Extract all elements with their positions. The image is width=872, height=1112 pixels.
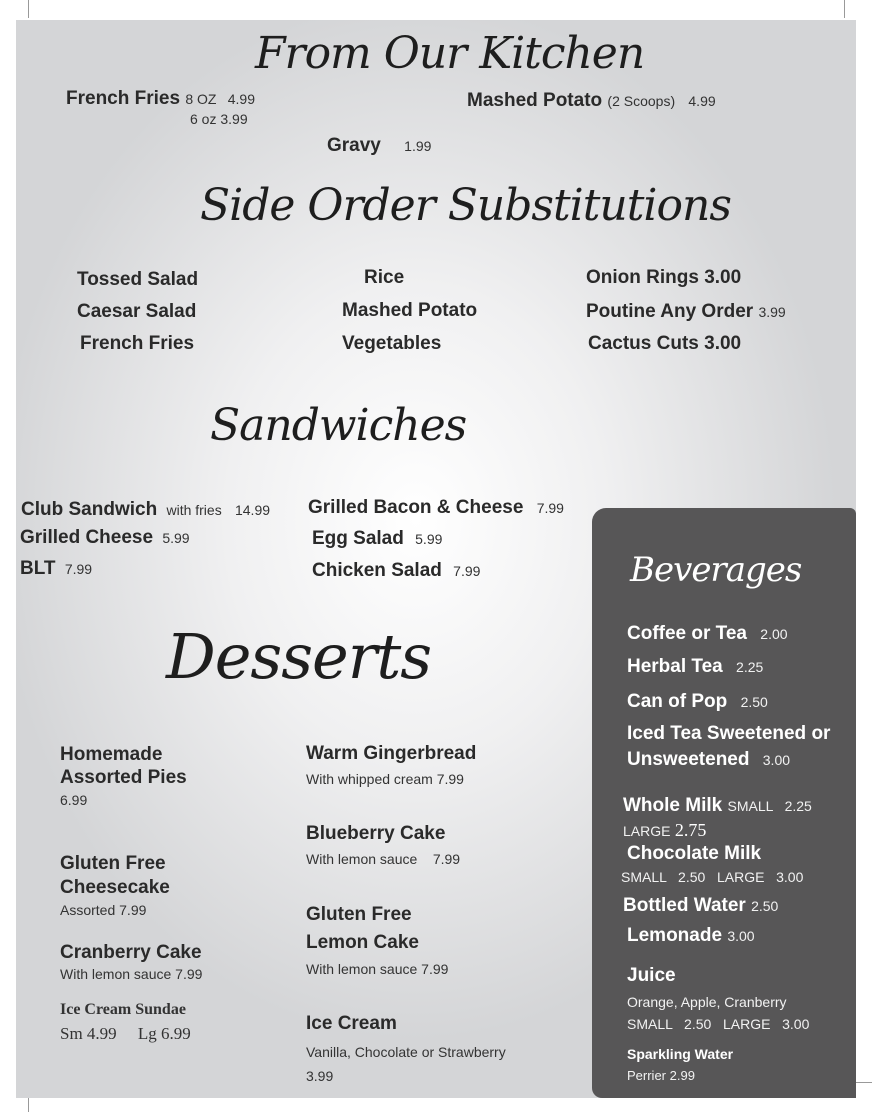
item-price: 2.50 (740, 694, 768, 710)
item-price: 2.25 (736, 659, 764, 675)
menu-item-egg-salad (312, 528, 442, 550)
item-name: Grilled Bacon & Cheese (308, 497, 524, 518)
side-item: Caesar Salad (77, 301, 197, 322)
menu-item-grilled-bacon-cheese (308, 497, 564, 519)
beverage-detail: Orange, Apple, Cranberry (627, 994, 787, 1010)
dessert-detail: With lemon sauce 7.99 (60, 966, 203, 982)
beverage-name: Sparkling Water (627, 1046, 734, 1062)
item-name: Lemonade (627, 925, 723, 946)
item-price: 2.00 (760, 626, 788, 642)
size-label: LARGE (623, 823, 671, 839)
dessert-name: Lemon Cake (306, 932, 419, 953)
beverage-item (627, 925, 755, 947)
item-name: Chicken Salad (312, 560, 442, 581)
size-price: 2.75 (674, 820, 707, 840)
item-price: 14.99 (234, 502, 271, 518)
item-price: SMALL 2.25 (727, 798, 812, 814)
dessert-name: Ice Cream Sundae (60, 1001, 186, 1018)
menu-item-club-sandwich (21, 499, 270, 521)
item-name: BLT (20, 558, 56, 579)
item-name: Bottled Water (623, 895, 746, 916)
item-name: Mashed Potato (467, 90, 603, 111)
item-name: Whole Milk (623, 795, 723, 816)
sandwiches-title: Sandwiches (210, 400, 467, 451)
item-price: 4.99 (227, 91, 255, 107)
crop-mark (28, 1098, 29, 1112)
menu-item-french-fries (66, 88, 255, 110)
side-item: French Fries (80, 333, 195, 354)
side-item: Vegetables (342, 333, 442, 354)
dessert-name: Ice Cream (306, 1013, 397, 1034)
item-size-price: 6 oz 3.99 (190, 111, 248, 127)
item-size: 8 OZ (185, 91, 217, 107)
dessert-detail: Vanilla, Chocolate or Strawberry (306, 1044, 506, 1060)
beverage-item (627, 749, 790, 771)
beverage-sizes: SMALL 2.50 LARGE 3.00 (621, 869, 804, 885)
menu-item-chicken-salad (312, 560, 480, 582)
dessert-detail: With whipped cream 7.99 (306, 771, 464, 787)
item-price: 5.99 (162, 530, 190, 546)
item-name: Unsweetened (627, 749, 750, 770)
menu-item-gravy (327, 135, 431, 157)
beverages-panel (592, 508, 856, 1098)
beverage-item (627, 656, 763, 678)
item-price: 4.99 (688, 93, 716, 109)
beverage-item (627, 623, 788, 645)
beverage-item (623, 895, 778, 917)
beverages-title: Beverages (630, 550, 802, 590)
dessert-name: Gluten Free (306, 904, 412, 925)
item-name: French Fries (66, 88, 181, 109)
sides-title: Side Order Substitutions (200, 180, 731, 231)
beverage-item (623, 795, 812, 817)
beverage-size-large (623, 820, 706, 841)
dessert-price: 3.99 (306, 1068, 334, 1084)
item-price: 2.50 (751, 898, 779, 914)
item-name: Can of Pop (627, 691, 728, 712)
crop-mark (28, 0, 29, 18)
dessert-detail: With lemon sauce 7.99 (306, 961, 449, 977)
dessert-name: Gluten Free (60, 853, 166, 874)
dessert-detail: With lemon sauce 7.99 (306, 851, 461, 867)
dessert-detail: Assorted 7.99 (60, 902, 147, 918)
item-price: 3.99 (758, 304, 786, 320)
menu-item-blt (20, 558, 92, 580)
item-note: (2 Scoops) (607, 93, 676, 109)
menu-item-mashed-potato (467, 90, 716, 112)
side-item: Cactus Cuts 3.00 (588, 333, 742, 354)
beverage-detail: Perrier 2.99 (627, 1068, 695, 1083)
item-name: Gravy (327, 135, 381, 156)
beverage-name: Chocolate Milk (627, 843, 762, 864)
side-item: Tossed Salad (77, 269, 199, 290)
item-price: 1.99 (404, 138, 432, 154)
dessert-price: Sm 4.99 Lg 6.99 (60, 1024, 191, 1043)
item-price: 3.00 (762, 752, 791, 768)
side-item: Rice (364, 267, 405, 288)
side-item: Mashed Potato (342, 300, 478, 321)
beverage-sizes: SMALL 2.50 LARGE 3.00 (627, 1016, 810, 1032)
beverage-name: Iced Tea Sweetened or (627, 723, 831, 744)
desserts-title: Desserts (166, 620, 432, 693)
beverage-item (627, 691, 768, 713)
side-item: Onion Rings 3.00 (586, 267, 742, 288)
dessert-name: Assorted Pies (60, 767, 187, 788)
item-name: Egg Salad (312, 528, 404, 549)
beverage-name: Juice (627, 965, 676, 986)
dessert-price: 6.99 (60, 792, 88, 808)
item-price: 7.99 (536, 500, 564, 516)
kitchen-title: From Our Kitchen (255, 28, 645, 79)
dessert-name: Blueberry Cake (306, 823, 446, 844)
item-name: Poutine Any Order (586, 301, 754, 322)
item-name: Coffee or Tea (627, 623, 748, 644)
dessert-name: Cranberry Cake (60, 942, 202, 963)
item-price: 7.99 (64, 561, 93, 577)
dessert-name: Homemade (60, 744, 163, 765)
item-price: 7.99 (453, 563, 481, 579)
item-price: 3.00 (727, 928, 755, 944)
item-price: 5.99 (415, 531, 443, 547)
item-name: Herbal Tea (627, 656, 723, 677)
menu-item-grilled-cheese (20, 527, 190, 549)
crop-mark (844, 0, 845, 18)
item-name: Grilled Cheese (20, 527, 154, 548)
item-name: Club Sandwich (21, 499, 158, 520)
item-note: with fries (166, 502, 222, 518)
dessert-name: Warm Gingerbread (306, 743, 477, 764)
dessert-name: Cheesecake (60, 877, 170, 898)
side-item-poutine (586, 301, 786, 323)
